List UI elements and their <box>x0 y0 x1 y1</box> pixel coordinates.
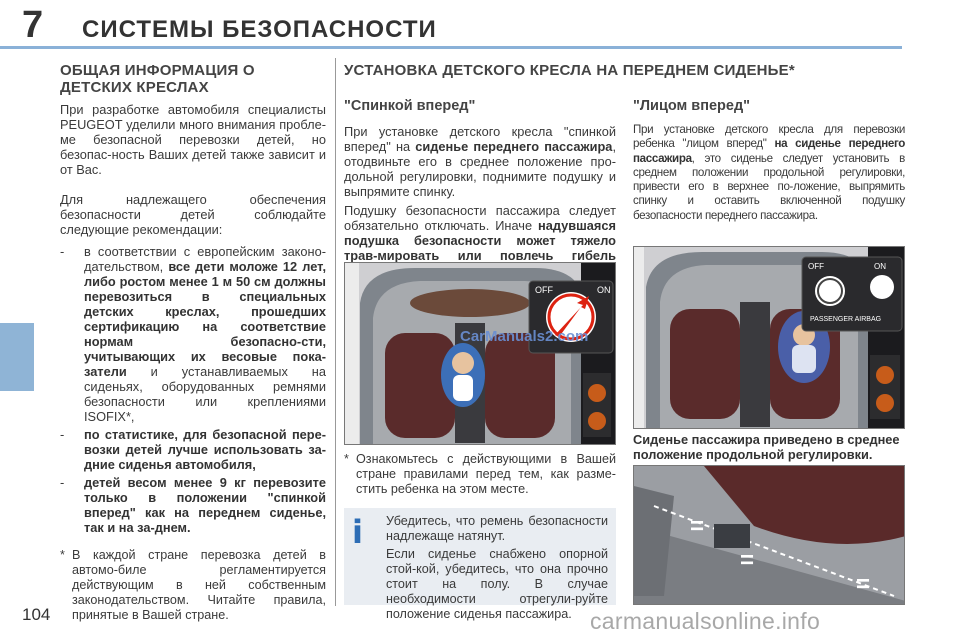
overlay-watermark: CarManuals2.com <box>460 328 589 345</box>
footnote-star: * <box>60 548 65 562</box>
list-item <box>60 244 326 424</box>
text-bold: сиденье переднего пассажира <box>415 139 613 154</box>
list-dash: - <box>60 244 65 259</box>
rail-marker-3: = <box>856 571 871 598</box>
general-info-column <box>60 62 326 535</box>
text-bold: на сиденье переднего пассажира <box>633 137 906 165</box>
header-rule <box>0 46 902 49</box>
chapter-number: 7 <box>22 4 44 46</box>
list-dash: - <box>60 427 65 442</box>
chapter-title: СИСТЕМЫ БЕЗОПАСНОСТИ <box>82 16 437 43</box>
airbag-off-text: OFF <box>535 285 553 295</box>
list-item-text: и устанавливаемых на сиденьях, оборудованных ремнями безопасности или креплениями ISOFIX*, <box>84 364 326 424</box>
seat-position-caption: Сиденье пассажира приведено в среднее положение продольной регулировки. <box>633 432 900 462</box>
forward-facing-heading: "Лицом вперед" <box>633 98 751 114</box>
text-span: Подушку безопасности пассажира следует обязательно отключать. Иначе <box>344 203 616 233</box>
forward-facing-column <box>633 98 905 223</box>
forward-facing-text <box>633 123 905 223</box>
rear-facing-seat-photo <box>344 262 616 445</box>
installation-heading-wrap <box>344 62 904 79</box>
rear-facing-heading: "Спинкой вперед" <box>344 98 476 114</box>
footnote-text: Ознакомьтесь с действующими в Вашей стране правилами перед тем, как разме-стить ребенка на этом месте. <box>356 452 616 496</box>
general-info-intro: При разработке автомобиля специалисты PEUGEOT уделили много внимания пробле-ме безопасной перевозки детей, но безопас-ность Ваших детей также зависит и от Вас. <box>60 102 326 177</box>
text-span: , отодвиньте его в среднее положение про-дольной регулировки, поднимите подушку и выпрямите спинку. <box>344 139 616 199</box>
footnote-text: В каждой стране перевозка детей в автомо-биле регламентируется действующим в ней собственным законодательством. Читайте правила, принятые в Вашей стране. <box>72 548 326 622</box>
text-bold: надувшаяся подушка безопасности может тяжело трав-мировать или повлечь гибель <box>344 218 616 263</box>
installation-heading: УСТАНОВКА ДЕТСКОГО КРЕСЛА НА ПЕРЕДНЕМ СИДЕНЬЕ* <box>344 62 795 79</box>
footnote-country-rules <box>344 452 616 497</box>
site-watermark: carmanualsonline.info <box>590 608 821 634</box>
info-belt-text: Убедитесь, что ремень безопасности надлежаще натянут. <box>386 514 608 543</box>
text-span: , это сиденье следует установить в среднем положении продольной регулировки, привести его в верхнее по-ложение, выпрямить спинку и оставить включенной подушку безопасности переднего пассажира. <box>633 151 905 222</box>
rail-marker-2: = <box>740 547 755 574</box>
column-divider <box>335 58 336 606</box>
airbag-on-text: ON <box>597 285 611 295</box>
list-item-bold: по статистике, для безопасной пере-возки детей лучше использовать за-дние сиденья автомобиля, <box>84 427 326 472</box>
footnote-legislation <box>60 548 326 623</box>
airbag-on-text: ON <box>874 262 886 271</box>
info-icon: i <box>352 513 363 551</box>
rail-marker-1: = <box>690 513 705 540</box>
list-item <box>60 475 326 535</box>
recommendations-intro: Для надлежащего обеспечения безопасности детей соблюдайте следующие рекомендации: <box>60 192 326 237</box>
list-item-text: в соответствии с европейским законо-дательством, <box>84 244 326 274</box>
chapter-side-tab <box>0 323 34 391</box>
list-dash: - <box>60 475 65 490</box>
text-span: При установке детского кресла "спинкой вперед" на <box>344 124 616 154</box>
list-item-bold: детей весом менее 9 кг перевозите только в положении "спинкой вперед" как на переднем сиденье, так и на за-днем. <box>84 475 326 535</box>
footnote-star: * <box>344 452 349 466</box>
rear-facing-column <box>344 98 616 278</box>
seat-rail-photo <box>633 465 905 605</box>
page-number: 104 <box>22 605 51 624</box>
airbag-off-text: OFF <box>808 262 824 271</box>
text-span: При установке детского кресла для перевозки ребенка "лицом вперед" <box>633 123 905 151</box>
list-item <box>60 427 326 472</box>
info-box <box>344 508 616 621</box>
rear-facing-text <box>344 124 616 199</box>
forward-facing-seat-photo <box>633 246 905 429</box>
list-item-bold: все дети моложе 12 лет, либо ростом менее 1 м 50 см должны перевозиться в специальных детских креслах, прошедших сертификацию на соответствие нормам безопасно-сти, учитывающих их весовые пока-затели <box>84 259 326 379</box>
general-info-heading: ОБЩАЯ ИНФОРМАЦИЯ О ДЕТСКИХ КРЕСЛАХ <box>60 62 255 96</box>
passenger-airbag-text: PASSENGER AIRBAG <box>810 316 882 323</box>
info-support-leg-text: Если сиденье снабжено опорной стой-кой, убедитесь, что она прочно стоит на полу. В случае необходимости отрегули-руйте положение сиденья пассажира. <box>386 547 608 621</box>
